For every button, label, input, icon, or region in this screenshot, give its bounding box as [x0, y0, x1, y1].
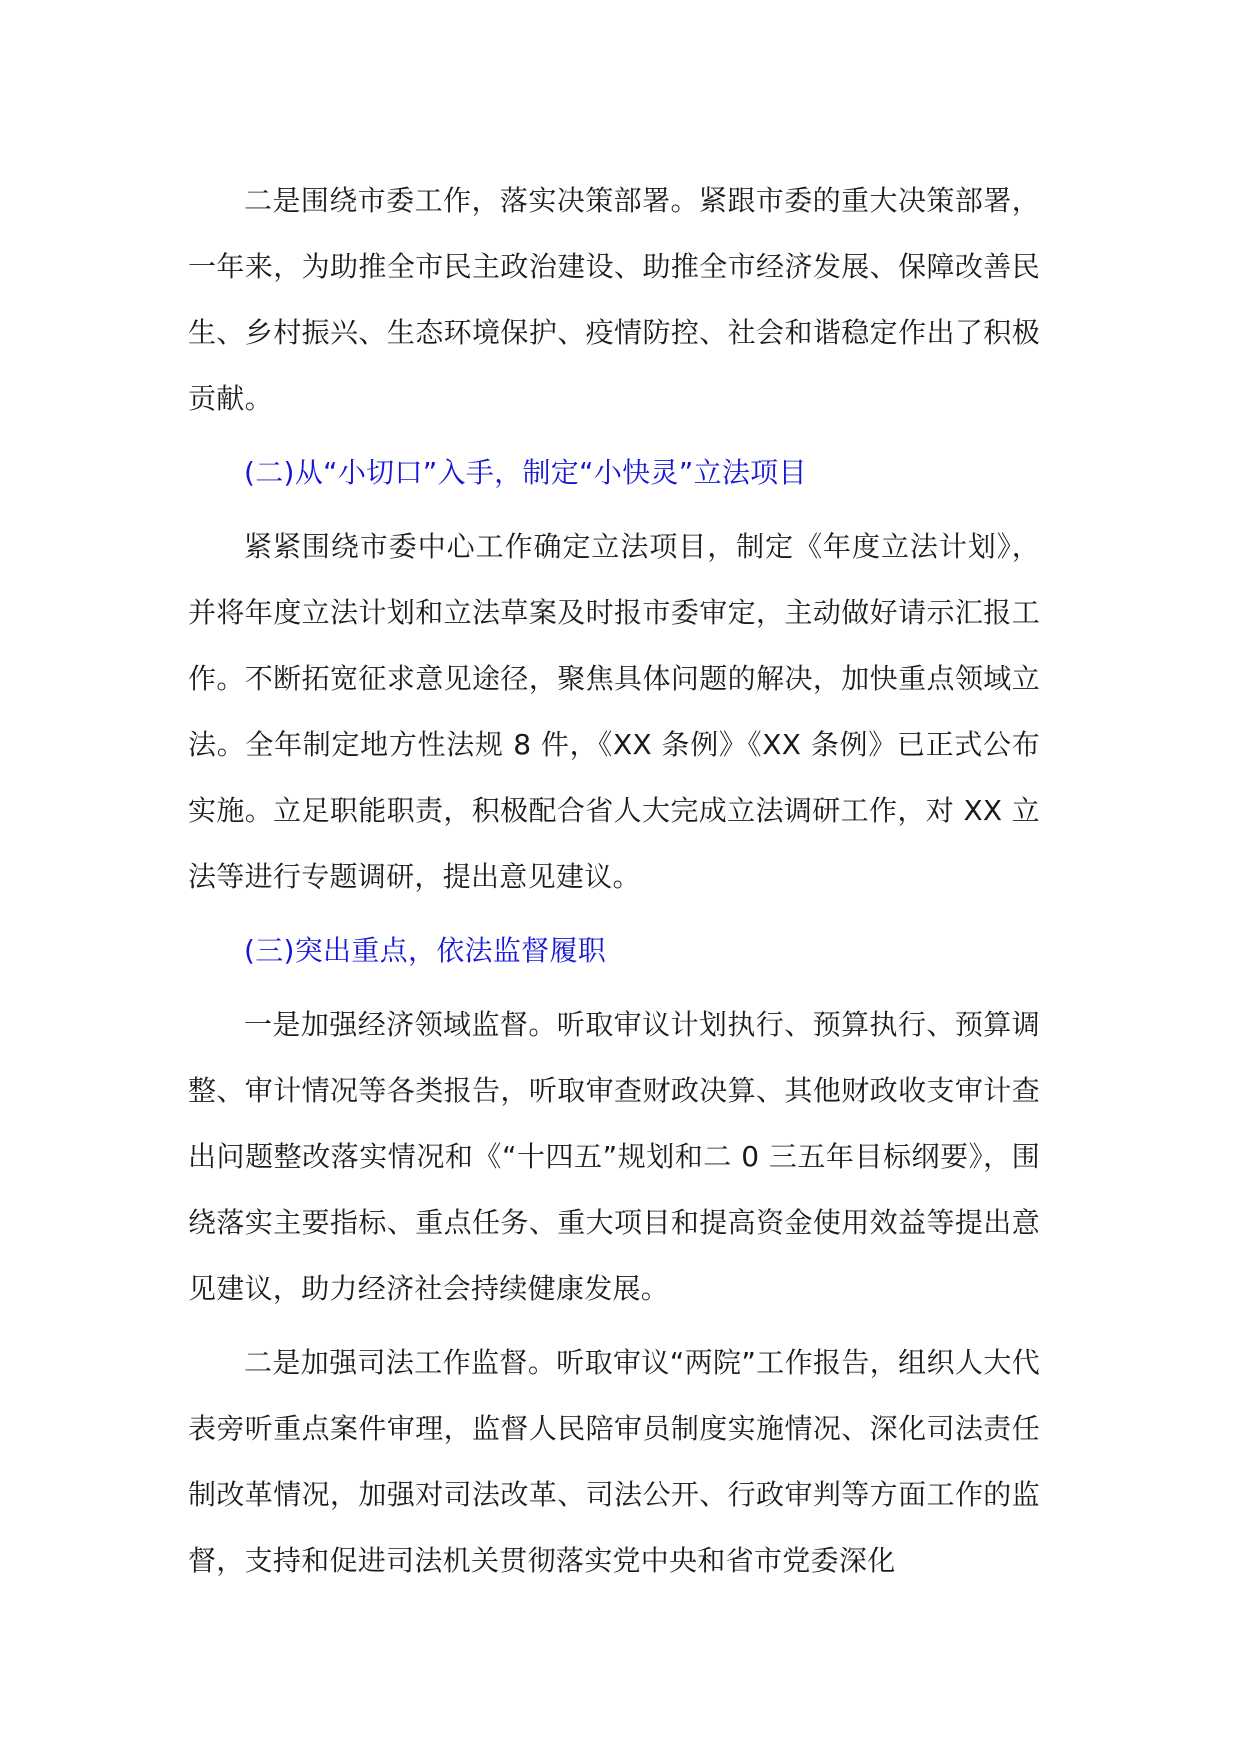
paragraph-legislation-projects: 紧紧围绕市委中心工作确定立法项目，制定《年度立法计划》，并将年度立法计划和立法草案及时报市委审定，主动做好请示汇报工作。不断拓宽征求意见途径，聚焦具体问题的解决，加快重点领域立法。全年制定地方性法规 8 件，《XX 条例》《XX 条例》已正式公布实施。立足职能职责，积极配合省人大完成立法调研工作，对 XX 立法等进行专题调研，提出意见建议。	[188, 530, 1040, 893]
document-body	[188, 168, 1040, 1602]
section-heading-legislation: (二)从“小切口”入手，制定“小快灵”立法项目	[244, 456, 807, 489]
paragraph-judicial-supervision: 二是加强司法工作监督。听取审议“两院”工作报告，组织人大代表旁听重点案件审理，监督人民陪审员制度实施情况、深化司法责任制改革情况，加强对司法改革、司法公开、行政审判等方面工作的监督，支持和促进司法机关贯彻落实党中央和省市党委深化	[188, 1346, 1040, 1577]
paragraph-municipal-work: 二是围绕市委工作，落实决策部署。紧跟市委的重大决策部署，一年来，为助推全市民主政治建设、助推全市经济发展、保障改善民生、乡村振兴、生态环境保护、疫情防控、社会和谐稳定作出了积极贡献。	[188, 184, 1040, 415]
section-heading-supervision: (三)突出重点，依法监督履职	[244, 934, 607, 967]
paragraph-economic-supervision: 一是加强经济领域监督。听取审议计划执行、预算执行、预算调整、审计情况等各类报告，听取审查财政决算、其他财政收支审计查出问题整改落实情况和《“十四五”规划和二 0 三五年目标纲要》，围绕落实主要指标、重点任务、重大项目和提高资金使用效益等提出意见建议，助力经济社会持续健康发展。	[188, 1008, 1040, 1305]
